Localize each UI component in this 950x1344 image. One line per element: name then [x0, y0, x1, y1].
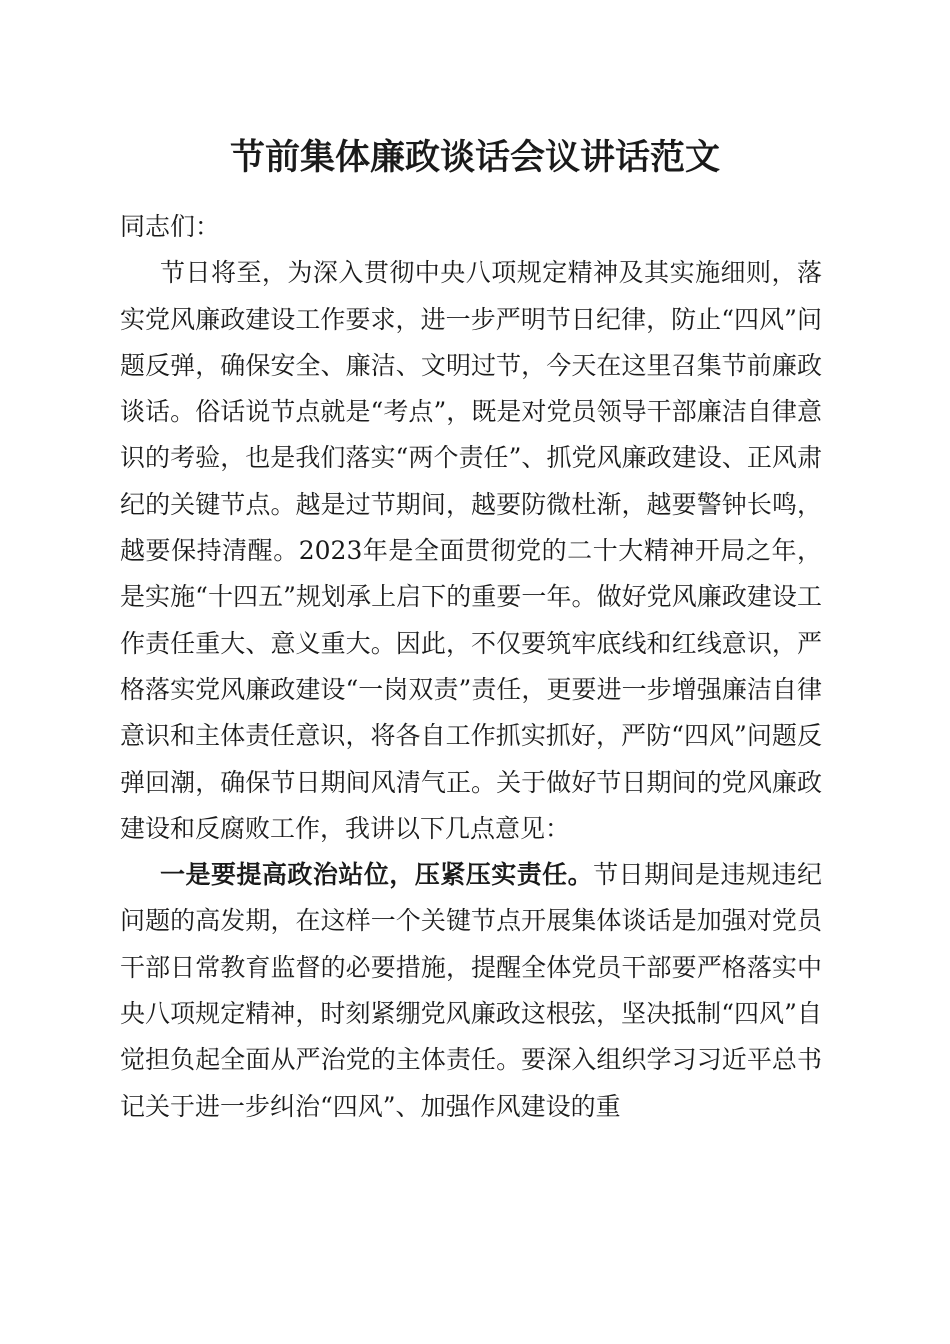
document-title: 节前集体廉政谈话会议讲话范文 — [229, 137, 720, 178]
paragraph-intro: 节日将至，为深入贯彻中央八项规定精神及其实施细则，落实党风廉政建设工作要求，进一步严明节日纪律，防止“四风”问题反弹，确保安全、廉洁、文明过节，今天在这里召集节前廉政谈话。俗话说节点就是“考点”，既是对党员领导干部廉洁自律意识的考验，也是我们落实“两个责任”、抓党风廉政建设、正风肃纪的关键节点。越是过节期间，越要防微杜渐，越要警钟长鸣，越要保持清醒。2023年是全面贯彻党的二十大精神开局之年，是实施“十四五”规划承上启下的重要一年。做好党风廉政建设工作责任重大、意义重大。因此，不仅要筑牢底线和红线意识，严格落实党风廉政建设“一岗双责”责任，更要进一步增强廉洁自律意识和主体责任意识，将各自工作抓实抓好，严防“四风”问题反弹回潮，确保节日期间风清气正。关于做好节日期间的党风廉政建设和反腐败工作，我讲以下几点意见： — [120, 258, 822, 843]
paragraph-point-one-text: 节日期间是违规违纪问题的高发期，在这样一个关键节点开展集体谈话是加强对党员干部日常教育监督的必要措施，提醒全体党员干部要严格落实中央八项规定精神，时刻紧绷党风廉政这根弦，坚决抵制“四风”自觉担负起全面从严治党的主体责任。要深入组织学习习近平总书记关于进一步纠治“四风”、加强作风建设的重 — [120, 860, 822, 1121]
paragraph-point-one-lead: 一是要提高政治站位，压紧压实责任。 — [160, 860, 594, 890]
document-body — [120, 204, 822, 1130]
paragraph-point-one — [120, 852, 822, 1130]
salutation: 同志们： — [120, 212, 221, 241]
